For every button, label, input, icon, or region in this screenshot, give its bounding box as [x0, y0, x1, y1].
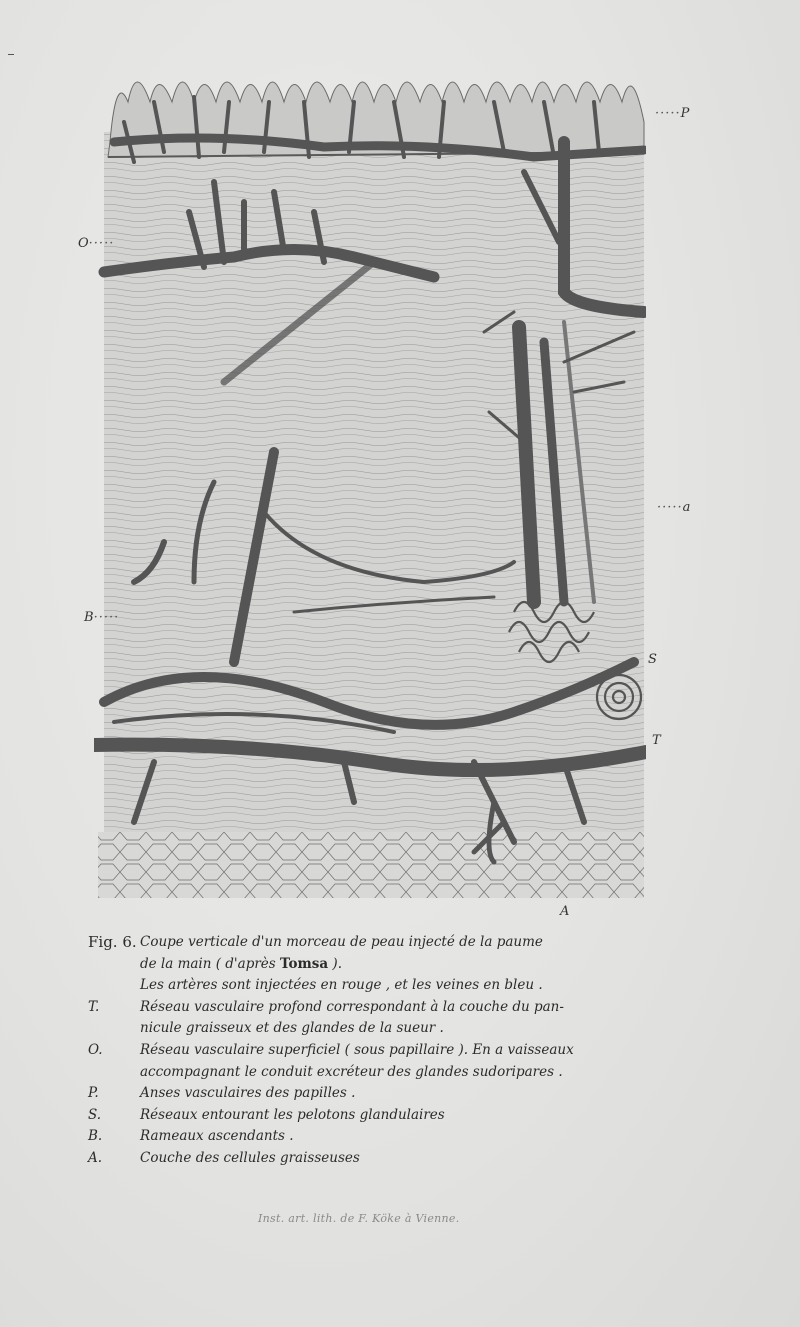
legend-text: Réseaux entourant les pelotons glandulaires — [140, 1106, 445, 1123]
figure-caption — [88, 932, 668, 1170]
legend-row-s — [88, 1105, 668, 1127]
legend-text: accompagnant le conduit excréteur des glandes sudoripares . — [140, 1063, 563, 1080]
legend-text: Réseau vasculaire superficiel ( sous papillaire ). En a vaisseaux — [140, 1041, 574, 1058]
illustration-svg — [94, 62, 646, 898]
caption-author: Tomsa — [280, 955, 329, 972]
legend-key: P. — [88, 1085, 99, 1102]
legend-text: Anses vasculaires des papilles . — [140, 1085, 356, 1102]
legend-text: Rameaux ascendants . — [140, 1128, 294, 1145]
caption-arteries-line: Les artères sont injectées en rouge , et les veines en bleu . — [140, 977, 543, 994]
figure-number: Fig. 6. — [88, 933, 137, 951]
legend-key: A. — [88, 1149, 103, 1166]
label-a: ·····a — [657, 500, 691, 515]
caption-title-line1: Coupe verticale d'un morceau de peau injecté de la paume — [140, 934, 543, 950]
caption-title-line2: de la main ( d'après Tomsa ). — [140, 955, 342, 972]
lithographer-imprint: Inst. art. lith. de F. Köke à Vienne. — [258, 1212, 460, 1225]
legend-row-p — [88, 1083, 668, 1105]
stray-mark — [8, 54, 14, 55]
caption-arteries-row — [88, 975, 668, 997]
legend-text: Couche des cellules graisseuses — [140, 1149, 360, 1166]
legend-key: O. — [88, 1041, 103, 1058]
legend-row-o — [88, 1040, 668, 1062]
label-t: T — [652, 733, 661, 748]
label-o: O····· — [78, 236, 115, 251]
caption-title-row — [88, 932, 668, 954]
label-p: ·····P — [655, 106, 690, 121]
legend-row-t-cont — [88, 1018, 668, 1040]
legend-row-o-cont — [88, 1062, 668, 1084]
legend-row-b — [88, 1126, 668, 1148]
legend-text: nicule graisseux et des glandes de la sueur . — [140, 1020, 444, 1037]
legend-key: S. — [88, 1106, 102, 1123]
skin-section-illustration — [94, 62, 646, 898]
legend-key: B. — [88, 1128, 103, 1145]
legend-text: Réseau vasculaire profond correspondant à la couche du pan- — [140, 998, 564, 1015]
caption-title-row-2 — [88, 954, 668, 976]
legend-row-t — [88, 997, 668, 1019]
legend-key: T. — [88, 998, 100, 1015]
label-s: S — [648, 652, 657, 667]
label-b: B····· — [84, 610, 120, 625]
label-a-fat: A — [560, 904, 570, 919]
legend-row-a — [88, 1148, 668, 1170]
